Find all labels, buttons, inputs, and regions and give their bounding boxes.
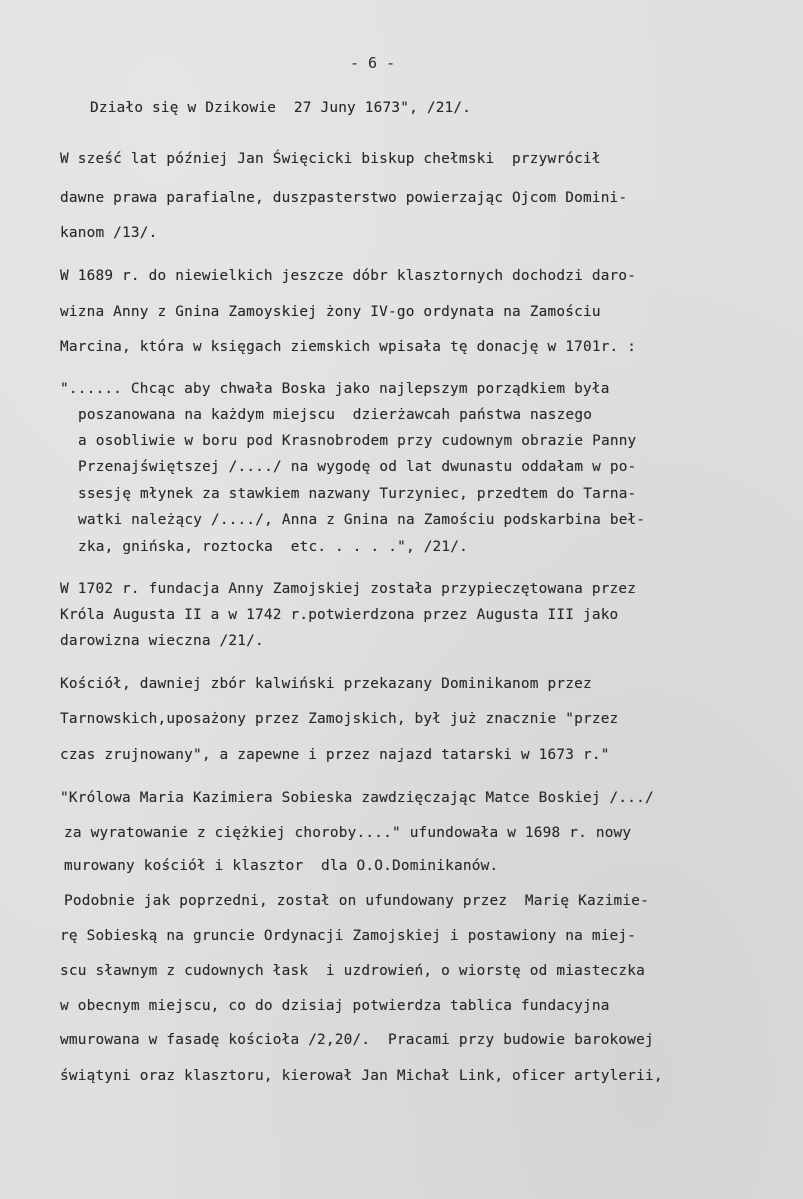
text-line: dawne prawa parafialne, duszpasterstwo powierzając Ojcom Domini- <box>60 190 628 206</box>
text-line: darowizna wieczna /21/. <box>60 633 264 649</box>
text-line: świątyni oraz klasztoru, kierował Jan Michał Link, oficer artylerii, <box>60 1068 663 1084</box>
text-line: wizna Anny z Gnina Zamoyskiej żony IV-go ordynata na Zamościu <box>60 304 601 320</box>
text-line: Podobnie jak poprzedni, został on ufundowany przez Marię Kazimie- <box>64 893 650 909</box>
quote-line: watki należący /..../, Anna z Gnina na Zamościu podskarbina beł- <box>78 512 646 528</box>
text-line: Tarnowskich,uposażony przez Zamojskich, był już znacznie "przez <box>60 711 619 727</box>
text-line: Działo się w Dzikowie 27 Juny 1673", /21/. <box>90 100 472 116</box>
text-line: kanom /13/. <box>60 225 158 241</box>
quote-line: poszanowana na każdym miejscu dzierżawcah państwa naszego <box>78 407 593 423</box>
text-line: W 1702 r. fundacja Anny Zamojskiej została przypieczętowana przez <box>60 581 637 597</box>
text-line: za wyratowanie z ciężkiej choroby...." ufundowała w 1698 r. nowy <box>64 825 632 841</box>
text-line: w obecnym miejscu, co do dzisiaj potwierdza tablica fundacyjna <box>60 998 610 1014</box>
text-line: W 1689 r. do niewielkich jeszcze dóbr klasztornych dochodzi daro- <box>60 268 637 284</box>
quote-line: "...... Chcąc aby chwała Boska jako najlepszym porządkiem była <box>60 381 610 397</box>
text-line: Kościół, dawniej zbór kalwiński przekazany Dominikanom przez <box>60 676 592 692</box>
quote-line: Przenajświętszej /..../ na wygodę od lat dwunastu oddałam w po- <box>78 459 637 475</box>
text-line: wmurowana w fasadę kościoła /2,20/. Pracami przy budowie barokowej <box>60 1032 654 1048</box>
text-line: W sześć lat później Jan Święcicki biskup chełmski przywrócił <box>60 151 601 167</box>
text-line: rę Sobieską na gruncie Ordynacji Zamojskiej i postawiony na miej- <box>60 928 637 944</box>
quote-line: zka, gnińska, roztocka etc. . . . .", /21/. <box>78 539 469 555</box>
text-line: Marcina, która w księgach ziemskich wpisała tę donację w 1701r. : <box>60 339 637 355</box>
page-number: - 6 - <box>350 54 396 72</box>
text-line: murowany kościół i klasztor dla O.O.Dominikanów. <box>64 858 499 874</box>
quote-line: ssesję młynek za stawkiem nazwany Turzyniec, przedtem do Tarna- <box>78 486 637 502</box>
text-line: "Królowa Maria Kazimiera Sobieska zawdzięczając Matce Boskiej /.../ <box>60 790 654 806</box>
text-line: scu sławnym z cudownych łask i uzdrowień, o wiorstę od miasteczka <box>60 963 646 979</box>
text-line: czas zrujnowany", a zapewne i przez najazd tatarski w 1673 r." <box>60 747 610 763</box>
text-line: Króla Augusta II a w 1742 r.potwierdzona przez Augusta III jako <box>60 607 619 623</box>
quote-line: a osobliwie w boru pod Krasnobrodem przy cudownym obrazie Panny <box>78 433 637 449</box>
